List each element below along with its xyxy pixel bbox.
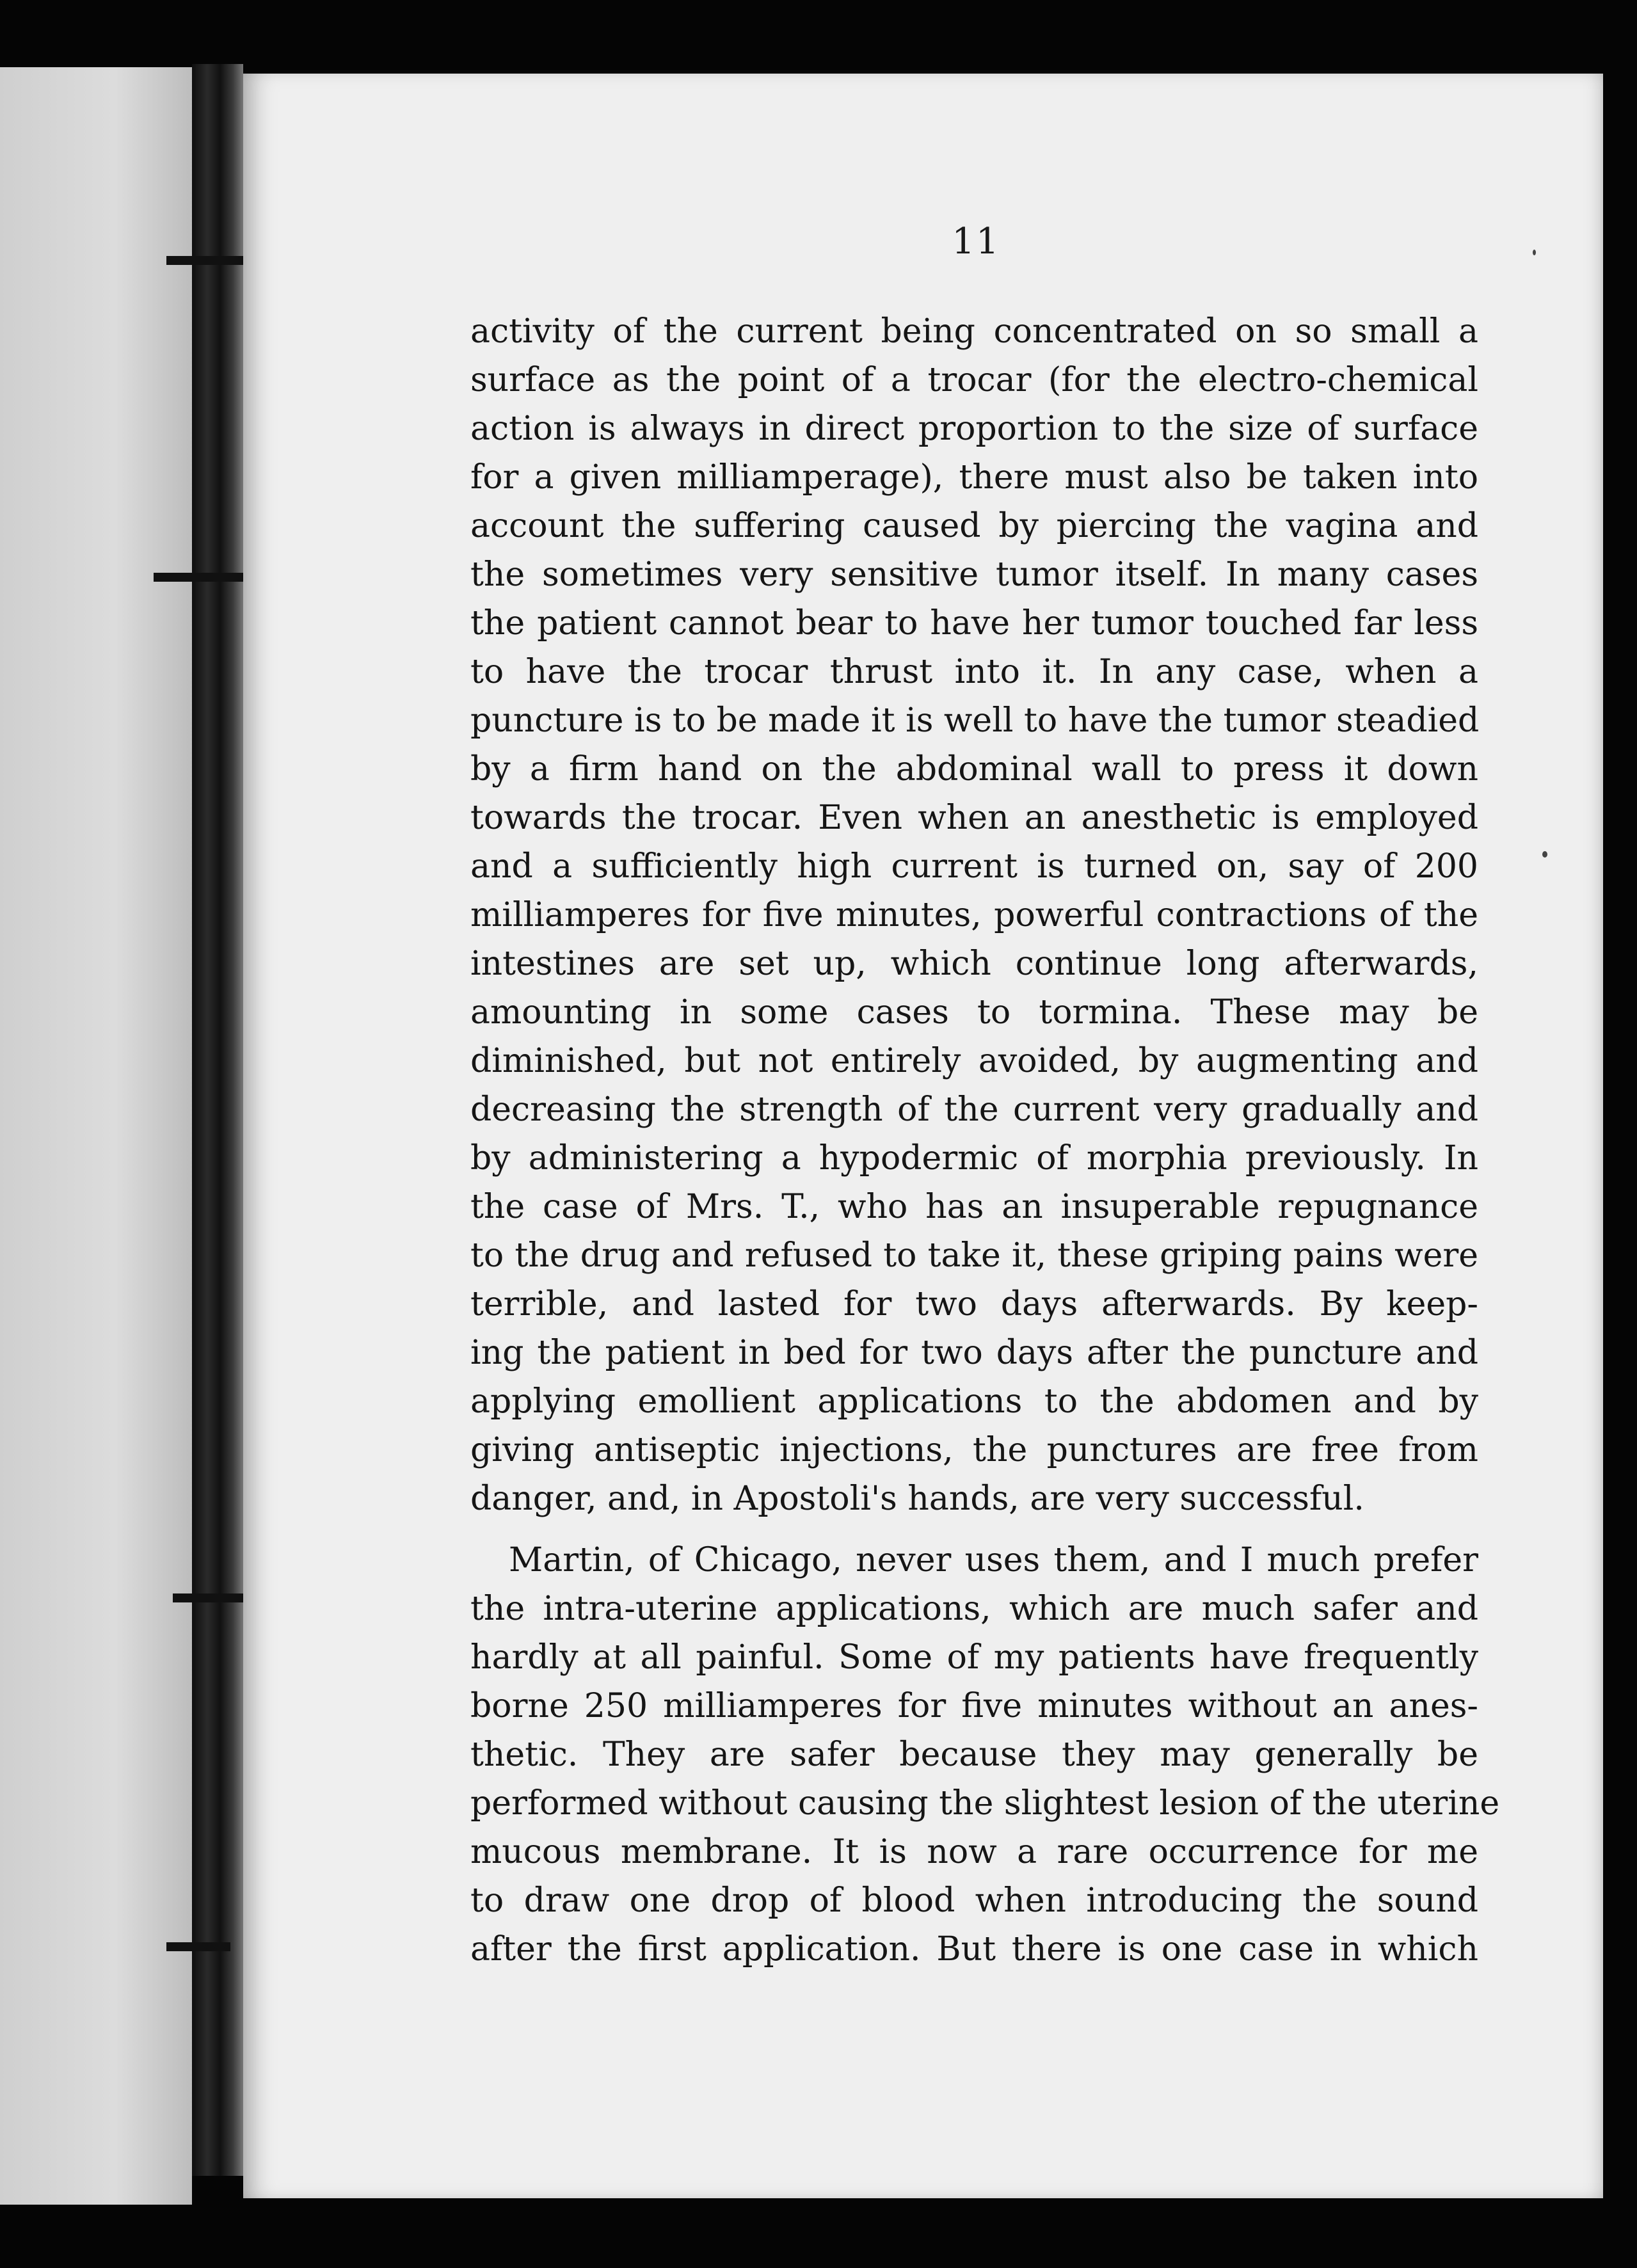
text-line: borne 250 milliamperes for five minutes without an anes- <box>470 1687 1478 1725</box>
text-line: for a given milliamperage), there must also be taken into <box>470 458 1478 497</box>
text-line: by administering a hypodermic of morphia previously. In <box>470 1139 1478 1178</box>
facing-page-edge <box>0 67 192 2205</box>
text-line: towards the trocar. Even when an anesthetic is employed <box>470 799 1478 837</box>
text-line: intestines are set up, which continue long afterwards, <box>470 945 1478 983</box>
text-line: to draw one drop of blood when introducing the sound <box>470 1881 1478 1920</box>
text-line: after the first application. But there is one case in which <box>470 1930 1478 1969</box>
text-line: hardly at all painful. Some of my patients have frequently <box>470 1638 1478 1677</box>
text-line: applying emollient applications to the abdomen and by <box>470 1382 1478 1421</box>
text-line: puncture is to be made it is well to have the tumor steadied <box>470 701 1480 740</box>
text-line: diminished, but not entirely avoided, by augmenting and <box>470 1042 1478 1080</box>
text-line: by a firm hand on the abdominal wall to press it down <box>470 750 1478 788</box>
paragraph-2 <box>470 1536 1500 1974</box>
body-text <box>470 307 1500 1974</box>
text-line: to have the trocar thrust into it. In any case, when a <box>470 653 1478 691</box>
text-line: to the drug and refused to take it, these griping pains were <box>470 1236 1478 1275</box>
text-line: ing the patient in bed for two days after the puncture and <box>470 1334 1478 1372</box>
text-line: Martin, of Chicago, never uses them, and I much prefer <box>509 1541 1478 1579</box>
text-line: action is always in direct proportion to the size of surface <box>470 410 1478 448</box>
text-line: mucous membrane. It is now a rare occurrence for me <box>470 1833 1478 1871</box>
text-line: activity of the current being concentrated on so small a <box>470 312 1478 351</box>
book-binding <box>192 64 243 2176</box>
page-number: 11 <box>952 221 1000 262</box>
text-line: danger, and, in Apostoli's hands, are very successful. <box>470 1480 1364 1518</box>
text-line: terrible, and lasted for two days afterwards. By keep- <box>470 1285 1478 1323</box>
text-line: giving antiseptic injections, the punctures are free from <box>470 1431 1478 1469</box>
text-line: the patient cannot bear to have her tumor touched far less <box>470 604 1478 643</box>
text-line: surface as the point of a trocar (for the electro-chemical <box>470 361 1478 399</box>
text-line: milliamperes for five minutes, powerful contractions of the <box>470 896 1478 934</box>
text-line: and a sufficiently high current is turned on, say of 200 <box>470 847 1478 886</box>
text-line: amounting in some cases to tormina. These may be <box>470 993 1478 1032</box>
text-line: the intra-uterine applications, which are much safer and <box>470 1590 1478 1628</box>
text-line: the sometimes very sensitive tumor itself. In many cases <box>470 555 1478 594</box>
text-line: the case of Mrs. T., who has an insuperable repugnance <box>470 1188 1478 1226</box>
text-line: decreasing the strength of the current very gradually and <box>470 1090 1478 1129</box>
text-line: performed without causing the slightest lesion of the uterine <box>470 1784 1500 1823</box>
paragraph-1 <box>470 307 1478 1523</box>
text-line: thetic. They are safer because they may generally be <box>470 1736 1478 1774</box>
text-line: account the suffering caused by piercing the vagina and <box>470 507 1478 545</box>
